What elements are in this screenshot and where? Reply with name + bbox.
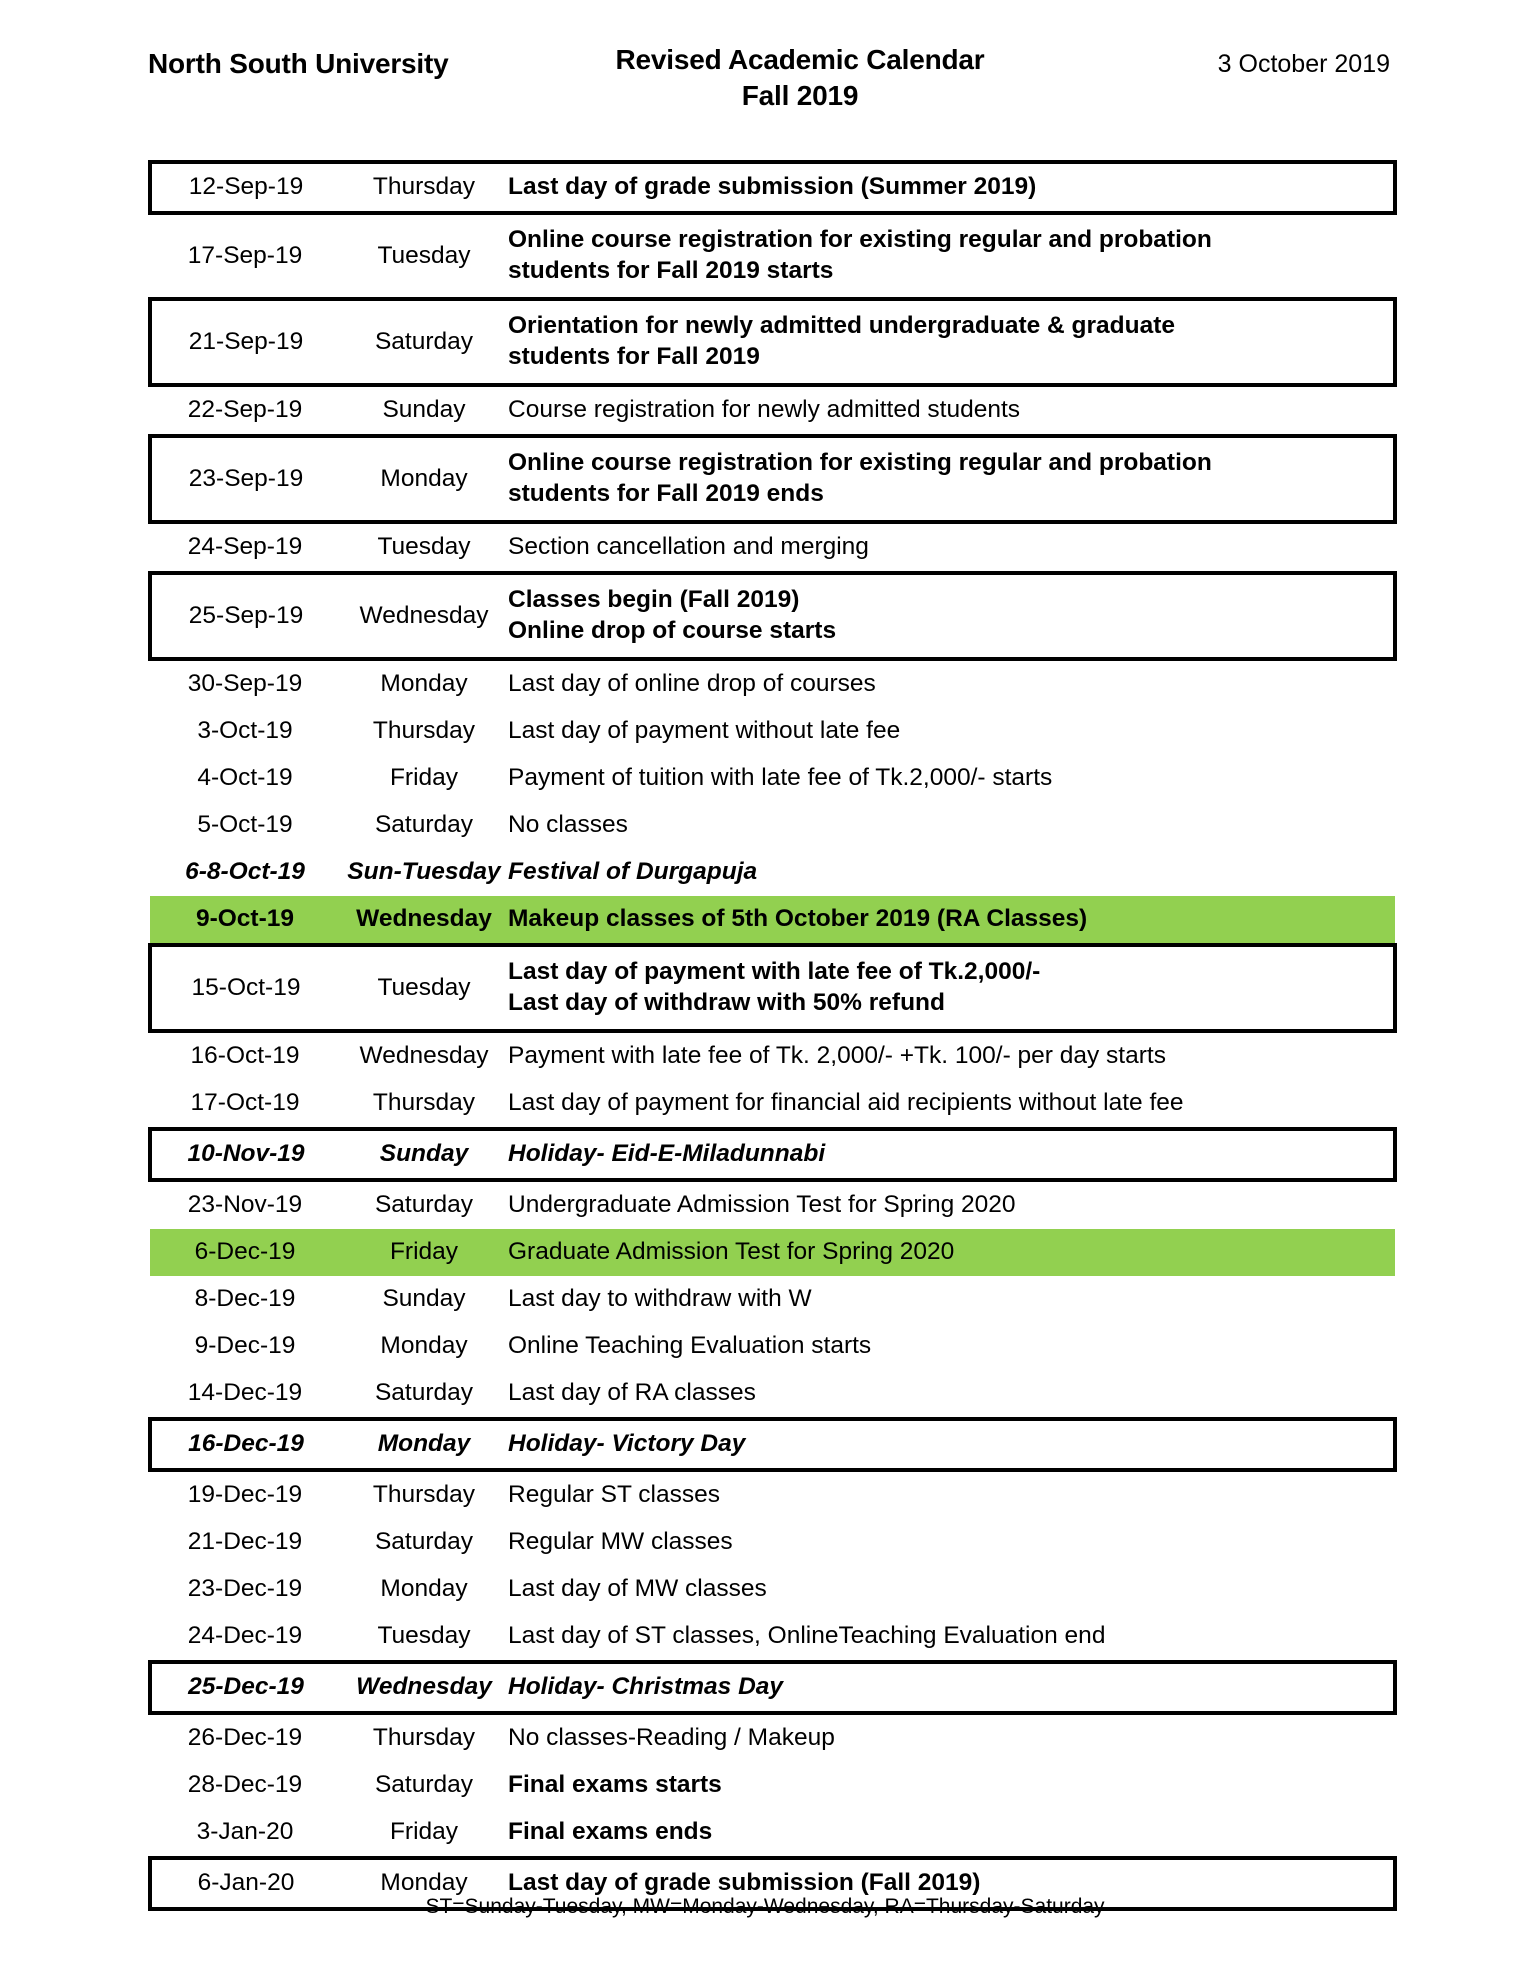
table-row xyxy=(150,1519,1395,1566)
row-day: Thursday xyxy=(372,1089,476,1117)
row-event xyxy=(508,573,1395,659)
row-date: 16-Oct-19 xyxy=(190,1042,300,1070)
table-row xyxy=(150,1323,1395,1370)
row-event-line: Last day of online drop of courses xyxy=(508,670,876,698)
row-day: Monday xyxy=(380,1575,468,1603)
row-event-line: Last day of grade submission (Summer 2019) xyxy=(508,173,1037,201)
row-event-line: Orientation for newly admitted undergraduate & graduate xyxy=(508,312,1176,340)
row-event xyxy=(508,1809,1395,1858)
table-row xyxy=(150,1370,1395,1419)
row-event-line: Online drop of course starts xyxy=(508,617,837,644)
row-event-line: Last day of ST classes, OnlineTeaching Evaluation end xyxy=(508,1622,1106,1650)
row-event-line: Last day of MW classes xyxy=(508,1575,767,1603)
row-event xyxy=(508,1370,1395,1419)
table-row xyxy=(150,162,1395,213)
row-event xyxy=(508,1662,1395,1713)
row-event xyxy=(508,299,1395,385)
row-day: Wednesday xyxy=(340,896,508,945)
row-event xyxy=(508,1229,1395,1276)
table-row-highlighted xyxy=(150,896,1395,945)
row-date: 26-Dec-19 xyxy=(187,1724,303,1752)
table-row xyxy=(150,1031,1395,1080)
row-day: Saturday xyxy=(374,1191,474,1219)
row-event xyxy=(508,659,1395,708)
row-date: 22-Sep-19 xyxy=(187,396,303,424)
row-day: Tuesday xyxy=(340,945,508,1031)
row-date: 15-Oct-19 xyxy=(150,945,340,1031)
row-date: 25-Dec-19 xyxy=(150,1662,340,1713)
row-event-line: Regular ST classes xyxy=(508,1481,720,1509)
row-date: 17-Oct-19 xyxy=(190,1089,300,1117)
row-event-line: Regular MW classes xyxy=(508,1528,733,1556)
page-subtitle: Fall 2019 xyxy=(741,79,859,111)
row-event xyxy=(508,1180,1395,1229)
row-event-line: Last day of payment without late fee xyxy=(508,717,901,745)
row-day: Monday xyxy=(340,1419,508,1470)
row-day: Sunday xyxy=(382,396,466,424)
table-row xyxy=(150,1566,1395,1613)
row-day: Monday xyxy=(340,436,508,522)
row-event-line: Last day to withdraw with W xyxy=(508,1285,812,1313)
table-row xyxy=(150,1419,1395,1470)
row-date: 16-Dec-19 xyxy=(150,1419,340,1470)
row-event-line: Holiday- Victory Day xyxy=(508,1430,746,1458)
row-day: Thursday xyxy=(340,162,508,213)
table-row xyxy=(150,436,1395,522)
table-row xyxy=(150,802,1395,849)
row-date: 24-Dec-19 xyxy=(187,1622,303,1650)
row-date: 12-Sep-19 xyxy=(150,162,340,213)
row-event-line: Undergraduate Admission Test for Spring 2020 xyxy=(508,1191,1016,1219)
row-date: 8-Dec-19 xyxy=(194,1285,296,1313)
row-event xyxy=(508,385,1395,436)
document-date: 3 October 2019 xyxy=(1217,50,1390,78)
row-event-line: Online course registration for existing regular and probation xyxy=(508,449,1212,477)
row-event-line: Makeup classes of 5th October 2019 (RA Classes) xyxy=(508,905,1088,933)
row-event xyxy=(508,1323,1395,1370)
row-date: 9-Oct-19 xyxy=(150,896,340,945)
row-date: 9-Dec-19 xyxy=(194,1332,296,1360)
row-date: 21-Sep-19 xyxy=(150,299,340,385)
table-row xyxy=(150,945,1395,1031)
row-event-line: No classes xyxy=(508,811,628,839)
table-row xyxy=(150,385,1395,436)
row-date: 4-Oct-19 xyxy=(197,764,293,792)
row-event xyxy=(508,945,1395,1031)
calendar-table-body xyxy=(150,162,1395,1909)
row-day: Sun-Tuesday xyxy=(347,858,501,886)
row-event-line: Last day of RA classes xyxy=(508,1379,756,1407)
table-row xyxy=(150,1662,1395,1713)
table-row xyxy=(150,708,1395,755)
row-day: Thursday xyxy=(372,1481,476,1509)
row-day: Friday xyxy=(389,1818,459,1846)
row-event xyxy=(508,1419,1395,1470)
table-row xyxy=(150,1276,1395,1323)
row-event-line: students for Fall 2019 xyxy=(508,343,760,370)
row-event-line: students for Fall 2019 starts xyxy=(508,257,834,284)
row-date: 6-Dec-19 xyxy=(150,1229,340,1276)
row-date: 30-Sep-19 xyxy=(187,670,303,698)
row-day: Friday xyxy=(389,764,459,792)
row-event-line: Course registration for newly admitted students xyxy=(508,396,1021,424)
row-day: Monday xyxy=(380,1332,468,1360)
table-row xyxy=(150,1762,1395,1809)
page-title: Revised Academic Calendar xyxy=(615,44,985,75)
row-date: 25-Sep-19 xyxy=(150,573,340,659)
row-event xyxy=(508,1129,1395,1180)
row-date: 6-8-Oct-19 xyxy=(185,858,305,886)
row-event xyxy=(508,849,1395,896)
row-day: Monday xyxy=(380,670,468,698)
row-event-line: Payment of tuition with late fee of Tk.2,000/- starts xyxy=(508,764,1053,792)
row-event xyxy=(508,213,1395,299)
row-day: Saturday xyxy=(374,1528,474,1556)
row-event xyxy=(508,436,1395,522)
table-row xyxy=(150,1080,1395,1129)
table-row-highlighted xyxy=(150,1229,1395,1276)
row-date: 6-Jan-20 xyxy=(150,1858,340,1909)
row-day: Saturday xyxy=(374,811,474,839)
row-event xyxy=(508,1031,1395,1080)
row-event-line: Festival of Durgapuja xyxy=(508,858,758,886)
row-event-line: Last day of withdraw with 50% refund xyxy=(508,989,945,1016)
row-event-line: Final exams starts xyxy=(508,1771,722,1799)
row-event xyxy=(508,708,1395,755)
row-day: Wednesday xyxy=(359,1042,489,1070)
table-row xyxy=(150,522,1395,573)
row-date: 23-Nov-19 xyxy=(187,1191,303,1219)
document-header xyxy=(0,0,1530,111)
table-row xyxy=(150,1180,1395,1229)
table-row xyxy=(150,1713,1395,1762)
table-row xyxy=(150,213,1395,299)
row-event xyxy=(508,802,1395,849)
row-event xyxy=(508,162,1395,213)
table-row xyxy=(150,755,1395,802)
table-row xyxy=(150,1129,1395,1180)
row-date: 19-Dec-19 xyxy=(187,1481,303,1509)
row-event xyxy=(508,1566,1395,1613)
row-event xyxy=(508,1080,1395,1129)
row-event-line: Last day of payment with late fee of Tk.2,000/- xyxy=(508,958,1041,986)
row-event xyxy=(508,1713,1395,1762)
row-date: 23-Dec-19 xyxy=(187,1575,303,1603)
row-event-line: Section cancellation and merging xyxy=(508,533,869,561)
row-date: 17-Sep-19 xyxy=(187,241,303,269)
row-event-line: Holiday- Eid-E-Miladunnabi xyxy=(508,1140,826,1168)
row-event-line: Graduate Admission Test for Spring 2020 xyxy=(508,1238,955,1266)
table-row xyxy=(150,299,1395,385)
row-date: 21-Dec-19 xyxy=(187,1528,303,1556)
row-date: 5-Oct-19 xyxy=(197,811,293,839)
row-event-line: Holiday- Christmas Day xyxy=(508,1673,784,1701)
row-date: 23-Sep-19 xyxy=(150,436,340,522)
row-event xyxy=(508,1762,1395,1809)
row-event xyxy=(508,896,1395,945)
row-date: 24-Sep-19 xyxy=(187,533,303,561)
row-event xyxy=(508,1470,1395,1519)
row-day: Thursday xyxy=(372,1724,476,1752)
document-title-block xyxy=(520,42,1080,114)
calendar-table xyxy=(148,160,1397,1911)
row-day: Wednesday xyxy=(340,573,508,659)
row-event-line: Last day of grade submission (Fall 2019) xyxy=(508,1869,981,1897)
row-day: Wednesday xyxy=(340,1662,508,1713)
organization-name: North South University xyxy=(148,48,449,79)
table-row xyxy=(150,1809,1395,1858)
row-event-line: Online Teaching Evaluation starts xyxy=(508,1332,872,1360)
table-row xyxy=(150,1470,1395,1519)
row-day: Tuesday xyxy=(377,533,471,561)
row-event-line: Final exams ends xyxy=(508,1818,713,1846)
row-event-line: Last day of payment for financial aid recipients without late fee xyxy=(508,1089,1184,1117)
row-day: Friday xyxy=(340,1229,508,1276)
row-date: 10-Nov-19 xyxy=(150,1129,340,1180)
row-date: 28-Dec-19 xyxy=(187,1771,303,1799)
row-event-line: Classes begin (Fall 2019) xyxy=(508,586,800,614)
row-day: Tuesday xyxy=(377,241,471,269)
row-day: Monday xyxy=(340,1858,508,1909)
table-row xyxy=(150,659,1395,708)
row-day: Saturday xyxy=(374,1379,474,1407)
row-event xyxy=(508,522,1395,573)
row-event-line: Online course registration for existing regular and probation xyxy=(508,226,1212,254)
row-day: Sunday xyxy=(340,1129,508,1180)
row-date: 3-Oct-19 xyxy=(197,717,293,745)
footer-legend: ST=Sunday-Tuesday, MW=Monday-Wednesday, RA=Thursday-Saturday xyxy=(425,1895,1105,1918)
row-event xyxy=(508,1613,1395,1662)
row-event xyxy=(508,755,1395,802)
table-row xyxy=(150,573,1395,659)
table-row xyxy=(150,849,1395,896)
row-day: Sunday xyxy=(382,1285,466,1313)
row-date: 3-Jan-20 xyxy=(196,1818,294,1846)
table-row xyxy=(150,1613,1395,1662)
row-day: Thursday xyxy=(372,717,476,745)
row-day: Tuesday xyxy=(377,1622,471,1650)
row-event-line: Payment with late fee of Tk. 2,000/- +Tk. 100/- per day starts xyxy=(508,1042,1166,1070)
row-day: Saturday xyxy=(340,299,508,385)
academic-calendar xyxy=(148,160,1393,1911)
row-event-line: students for Fall 2019 ends xyxy=(508,480,824,507)
row-event-line: No classes-Reading / Makeup xyxy=(508,1724,835,1752)
row-date: 14-Dec-19 xyxy=(187,1379,303,1407)
row-event xyxy=(508,1519,1395,1566)
row-day: Saturday xyxy=(374,1771,474,1799)
row-event xyxy=(508,1276,1395,1323)
